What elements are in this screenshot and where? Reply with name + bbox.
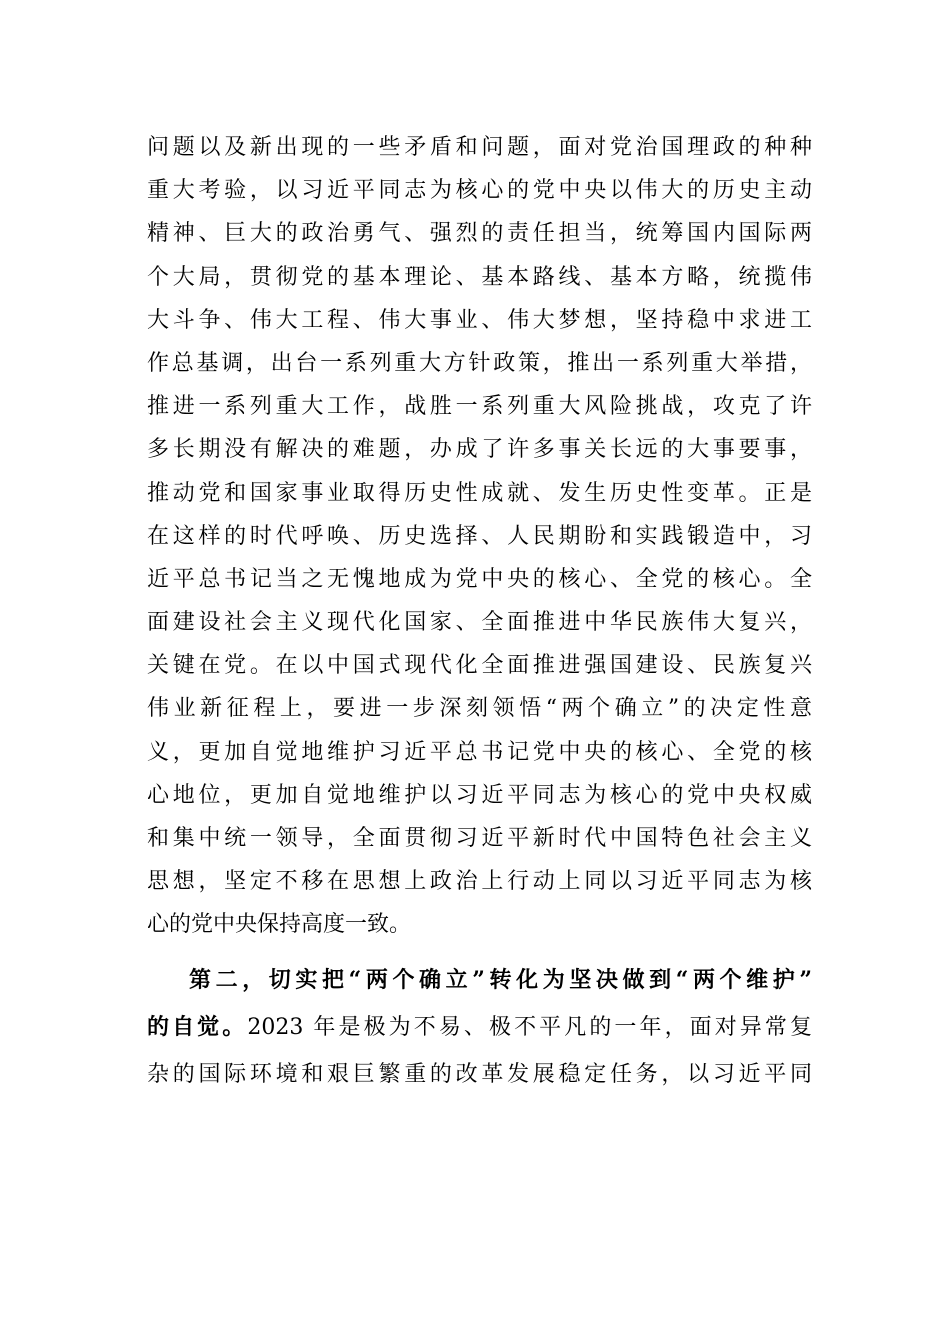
- paragraph-line: 精神、巨大的政治勇气、强烈的责任担当，统筹国内国际两: [147, 221, 812, 247]
- paragraph-line: 心的党中央保持高度一致。: [147, 912, 412, 938]
- paragraph-line: 心地位，更加自觉地维护以习近平同志为核心的党中央权威: [147, 782, 812, 808]
- paragraph-line: 思想，坚定不移在思想上政治上行动上同以习近平同志为核: [147, 869, 812, 895]
- paragraph-line: 面建设社会主义现代化国家、全面推进中华民族伟大复兴，: [147, 610, 812, 636]
- paragraph-line: 个大局，贯彻党的基本理论、基本路线、基本方略，统揽伟: [147, 264, 812, 290]
- paragraph-line: 杂的国际环境和艰巨繁重的改革发展稳定任务，以习近平同: [147, 1061, 812, 1087]
- paragraph-line: 重大考验，以习近平同志为核心的党中央以伟大的历史主动: [147, 178, 812, 204]
- paragraph-line: 多长期没有解决的难题，办成了许多事关长远的大事要事，: [147, 437, 812, 463]
- paragraph-line: 义，更加自觉地维护习近平总书记党中央的核心、全党的核: [147, 739, 812, 765]
- paragraph-line: 在这样的时代呼唤、历史选择、人民期盼和实践锻造中，习: [147, 523, 812, 549]
- paragraph-2: [147, 957, 812, 1098]
- paragraph-line: 大斗争、伟大工程、伟大事业、伟大梦想，坚持稳中求进工: [147, 307, 812, 333]
- paragraph-line: 推进一系列重大工作，战胜一系列重大风险挑战，攻克了许: [147, 394, 812, 420]
- paragraph-gap: [147, 947, 812, 957]
- section-heading: 第二，切实把“两个确立”转化为坚决做到“两个维护”: [189, 966, 812, 993]
- paragraph-text: 2023 年是极为不易、极不平凡的一年，面对异常复: [247, 1014, 812, 1040]
- document-body: [147, 126, 812, 1098]
- section-heading-end: 的自觉。: [147, 1013, 248, 1040]
- paragraph-line: 推动党和国家事业取得历史性成就、发生历史性变革。正是: [147, 480, 812, 506]
- paragraph-line: 近平总书记当之无愧地成为党中央的核心、全党的核心。全: [147, 566, 812, 592]
- paragraph-line: 作总基调，出台一系列重大方针政策，推出一系列重大举措，: [147, 350, 812, 376]
- paragraph-line: 和集中统一领导，全面贯彻习近平新时代中国特色社会主义: [147, 826, 812, 851]
- paragraph-1: [147, 126, 812, 947]
- paragraph-line: 关键在党。在以中国式现代化全面推进强国建设、民族复兴: [147, 653, 812, 679]
- paragraph-line: 问题以及新出现的一些矛盾和问题，面对党治国理政的种种: [147, 135, 812, 160]
- paragraph-line: [147, 1004, 812, 1051]
- paragraph-line: 伟业新征程上，要进一步深刻领悟“两个确立”的决定性意: [147, 696, 812, 722]
